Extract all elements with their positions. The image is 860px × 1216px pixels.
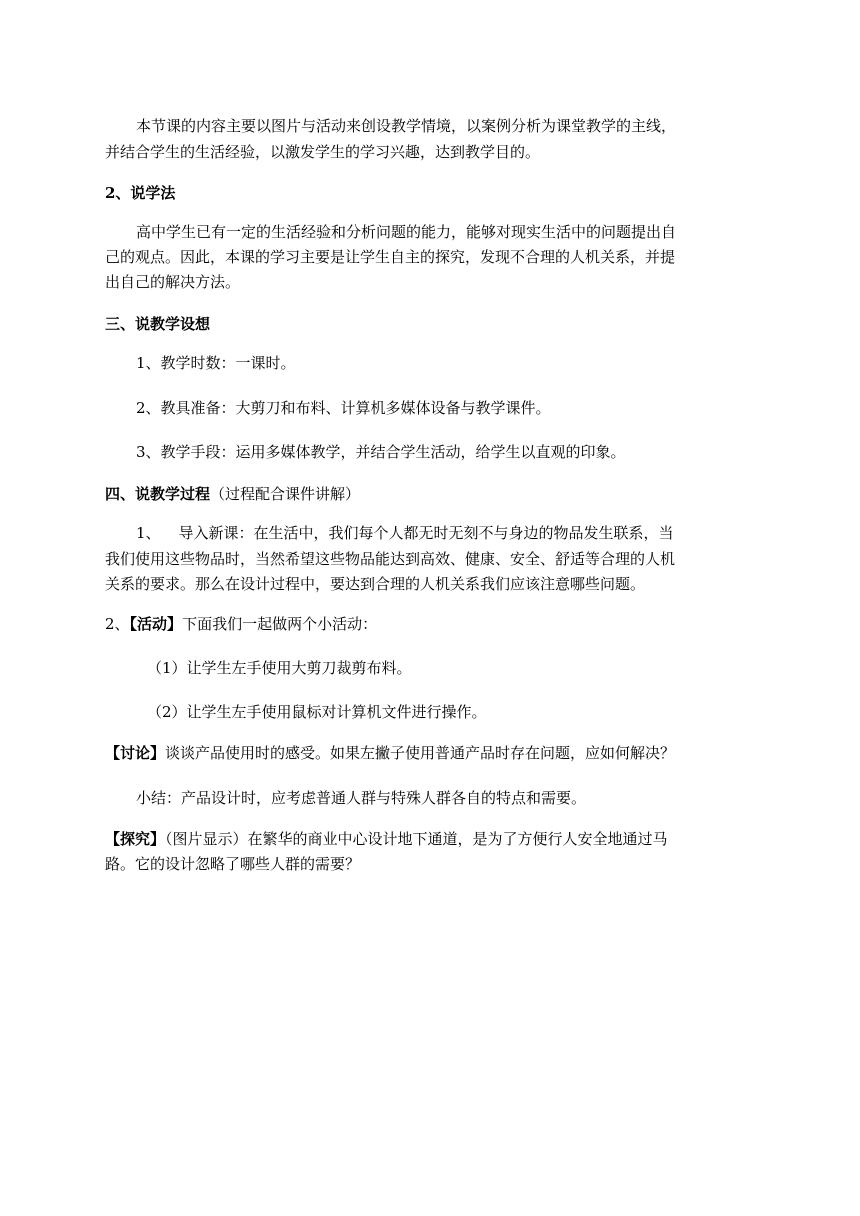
explore-line-2: 路。它的设计忽略了哪些人群的需要？	[105, 855, 361, 873]
step1-line-1	[136, 523, 674, 543]
study-method-line-2: 己的观点。因此，本课的学习主要是让学生自主的探究，发现不合理的人机关系，并提	[105, 248, 676, 266]
design-item-1: 1、教学时数：一课时。	[136, 354, 296, 372]
step2-text: 下面我们一起做两个小活动：	[182, 615, 378, 633]
discussion-text: 谈谈产品使用时的感受。如果左撇子使用普通产品时存在问题，应如何解决？	[165, 744, 676, 762]
discussion-line	[105, 743, 675, 763]
design-heading: 三、说教学设想	[105, 315, 211, 333]
process-heading-title: 四、说教学过程	[105, 485, 211, 503]
step1-number: 1、	[136, 524, 161, 542]
study-method-heading: 2、说学法	[105, 184, 176, 202]
activity-item-1: （1）让学生左手使用大剪刀裁剪布料。	[147, 659, 412, 677]
discussion-tag: 【讨论】	[105, 744, 166, 762]
explore-text: （图片显示）在繁华的商业中心设计地下通道，是为了方便行人安全地通过马	[165, 830, 668, 848]
intro-line-1: 本节课的内容主要以图片与活动来创设教学情境，以案例分析为课堂教学的主线，	[136, 117, 677, 135]
step2-line	[105, 614, 377, 634]
explore-tag: 【探究】	[105, 830, 166, 848]
study-method-line-1: 高中学生已有一定的生活经验和分析问题的能力，能够对现实生活中的问题提出自	[136, 223, 677, 241]
process-heading	[105, 484, 360, 504]
explore-line-1	[105, 829, 668, 849]
design-item-2: 2、教具准备：大剪刀和布料、计算机多媒体设备与教学课件。	[136, 399, 551, 417]
process-heading-note: （过程配合课件讲解）	[210, 485, 361, 503]
activity-item-2: （2）让学生左手使用鼠标对计算机文件进行操作。	[147, 703, 487, 721]
step1-text: 导入新课：在生活中，我们每个人都无时无刻不与身边的物品发生联系，当	[178, 524, 674, 542]
summary-line: 小结：产品设计时，应考虑普通人群与特殊人群各自的特点和需要。	[136, 789, 587, 807]
step2-number: 2、	[105, 615, 130, 633]
design-item-3: 3、教学手段：运用多媒体教学，并结合学生活动，给学生以直观的印象。	[136, 443, 626, 461]
intro-line-2: 并结合学生的生活经验，以激发学生的学习兴趣，达到教学目的。	[105, 143, 541, 161]
activity-tag: 【活动】	[129, 615, 183, 633]
step1-line-3: 关系的要求。那么在设计过程中，要达到合理的人机关系我们应该注意哪些问题。	[105, 575, 646, 593]
step1-line-2: 我们使用这些物品时，当然希望这些物品能达到高效、健康、安全、舒适等合理的人机	[105, 550, 676, 568]
study-method-line-3: 出自己的解决方法。	[105, 273, 241, 291]
